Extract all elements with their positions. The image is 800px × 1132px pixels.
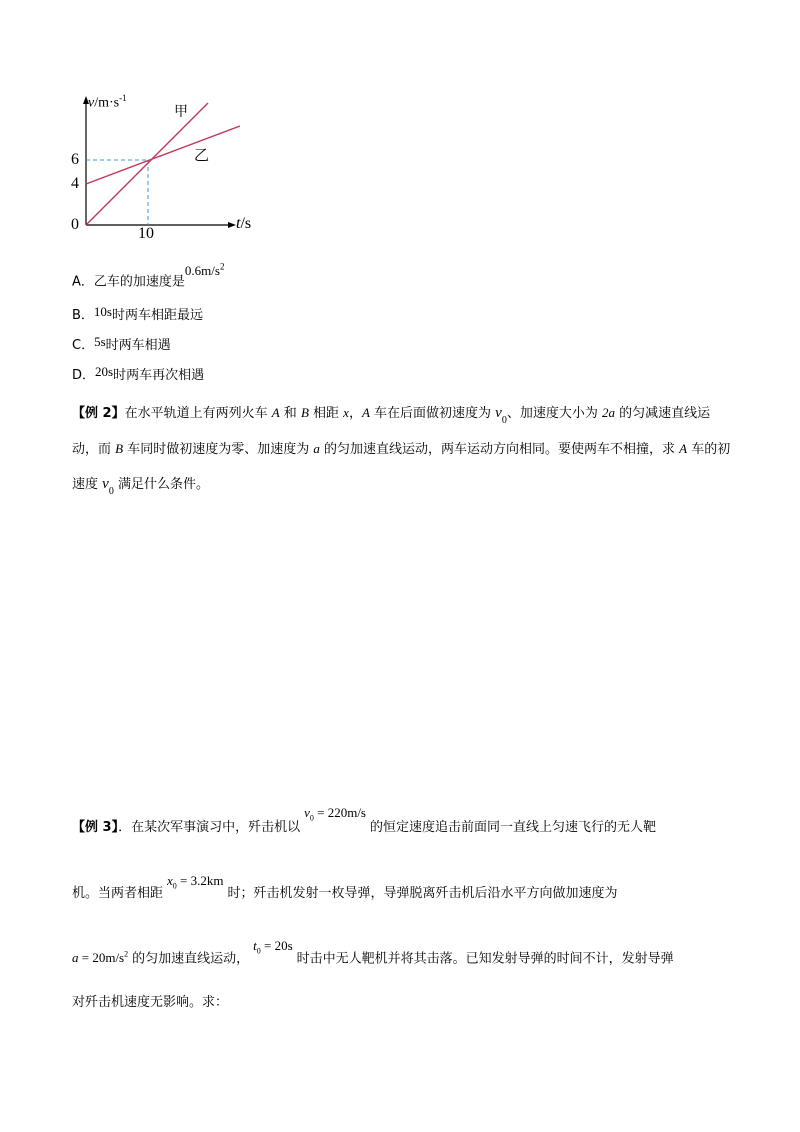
option-c-text: 时两车相遇 [105,338,171,353]
ex2-text-1: 在水平轨道上有两列火车 [124,406,272,421]
ex2-text-2: 和 [279,406,301,421]
option-d-math: 20s [95,364,114,379]
line-yi [86,126,240,184]
option-d-prefix: D． [72,368,96,383]
ex3-text-2a: 机。当两者相距 [72,886,164,901]
ex3-text-2b: 时；歼击机发射一枚导弹，导弹脱离歼击机后沿水平方向做加速度为 [227,886,618,901]
ex2-var-v0-2-sub: 0 [108,486,114,497]
option-c-prefix: C． [72,338,95,353]
example-2-tag: 【例 2】 [72,406,125,421]
ex3-t0-sub: 0 [256,946,261,956]
ex3-a-var: a [72,950,79,966]
option-b-text: 时两车相距最远 [111,308,203,323]
ex3-line-3 [72,938,674,973]
tick-4: 4 [71,175,79,192]
label-yi: 乙 [194,146,210,164]
ex2-var-a1: A [271,405,280,420]
ex2-var-a3: A [679,441,688,456]
ex3-a-value: = 20m/s [78,950,125,966]
ex2-text-10: 车的初速度 [72,442,731,492]
option-d [72,366,204,385]
ex3-t0-var: t [253,938,257,954]
ex2-text-3: 相距 [308,406,344,421]
ex3-v0-eq [300,805,370,823]
ex2-text-7: 的匀减速直线运动，而 [72,406,711,457]
option-b-prefix: B． [72,308,94,323]
ex2-var-a2: A [361,405,370,420]
ex3-text-1a: ．在某次军事演习中，歼击机以 [118,820,301,835]
ex3-line-2 [72,873,618,908]
ex2-text-4: ， [348,406,362,421]
vt-graph-svg [68,92,258,252]
ex3-x0-var: x [167,873,173,888]
ex2-text-9: 的匀加速直线运动，两车运动方向相同。要使两车不相撞，求 [319,442,680,457]
x-axis-arrow [228,222,236,228]
ex2-var-v0-1: v [495,405,502,421]
option-c [72,336,171,355]
tick-0: 0 [71,216,79,233]
ex3-x0-eq [163,873,227,891]
example-2 [72,396,732,503]
ex3-a-exp: 2 [124,950,129,959]
option-b-math: 10s [93,304,112,319]
ex3-line-1 [72,805,657,842]
line-jia [86,103,208,225]
ex2-var-v0-1-sub: 0 [501,415,507,426]
option-d-text: 时两车再次相遇 [113,368,205,383]
tick-6: 6 [71,151,79,168]
ex2-text-6: 、加速度大小为 [506,406,602,421]
ex3-a-eq [72,950,132,965]
option-a-math [185,263,225,278]
example-3-tag: 【例 3】 [72,820,119,835]
y-axis-label-exp: -1 [119,93,127,103]
ex3-t0-value: = 20s [260,938,293,954]
y-axis-label-unit: /m·s [94,95,120,111]
ex2-var-b1: B [300,405,309,420]
option-a-value: 0.6m/s [184,263,220,279]
ex2-var-v0-2: v [102,476,109,492]
tick-10: 10 [138,225,154,242]
ex3-line-4 [72,994,228,1012]
ex3-x0-value: = 3.2km [176,873,224,888]
x-axis-label-t: t [236,215,241,232]
ex2-text-8: 车同时做初速度为零、加速度为 [123,442,314,457]
x-axis-label [236,216,251,232]
ex2-var-a: a [313,441,320,456]
option-a-exp: 2 [219,262,225,272]
ex2-var-2a: 2a [601,405,615,420]
ex3-x0-sub: 0 [172,881,177,891]
x-axis-label-unit: /s [240,215,252,232]
label-jia: 甲 [174,104,188,120]
option-a [72,262,225,291]
ex3-t0-eq [249,938,297,956]
option-a-prefix: A．乙车的加速度是 [72,274,185,290]
option-c-math: 5s [94,334,106,349]
ex3-text-1b: 的恒定速度追击前面同一直线上匀速飞行的无人靶 [370,820,657,835]
vt-graph [68,92,258,252]
ex3-v0-value: = 220m/s [313,805,366,820]
option-b [72,306,203,325]
ex3-text-3b: 时击中无人靶机并将其击落。已知发射导弹的时间不计，发射导弹 [296,951,674,967]
ex2-var-b2: B [115,441,124,456]
y-axis-label-v: v [88,95,95,111]
ex3-text-4: 对歼击机速度无影响。求： [72,995,229,1010]
y-axis-label [88,94,127,111]
ex2-var-x: x [343,405,349,420]
ex2-text-11: 满足什么条件。 [113,477,209,492]
ex3-v0-var: v [304,805,310,820]
ex2-text-5: 车在后面做初速度为 [369,406,496,421]
ex3-text-3a: 的匀加速直线运动， [132,951,250,967]
ex3-v0-sub: 0 [309,813,314,823]
